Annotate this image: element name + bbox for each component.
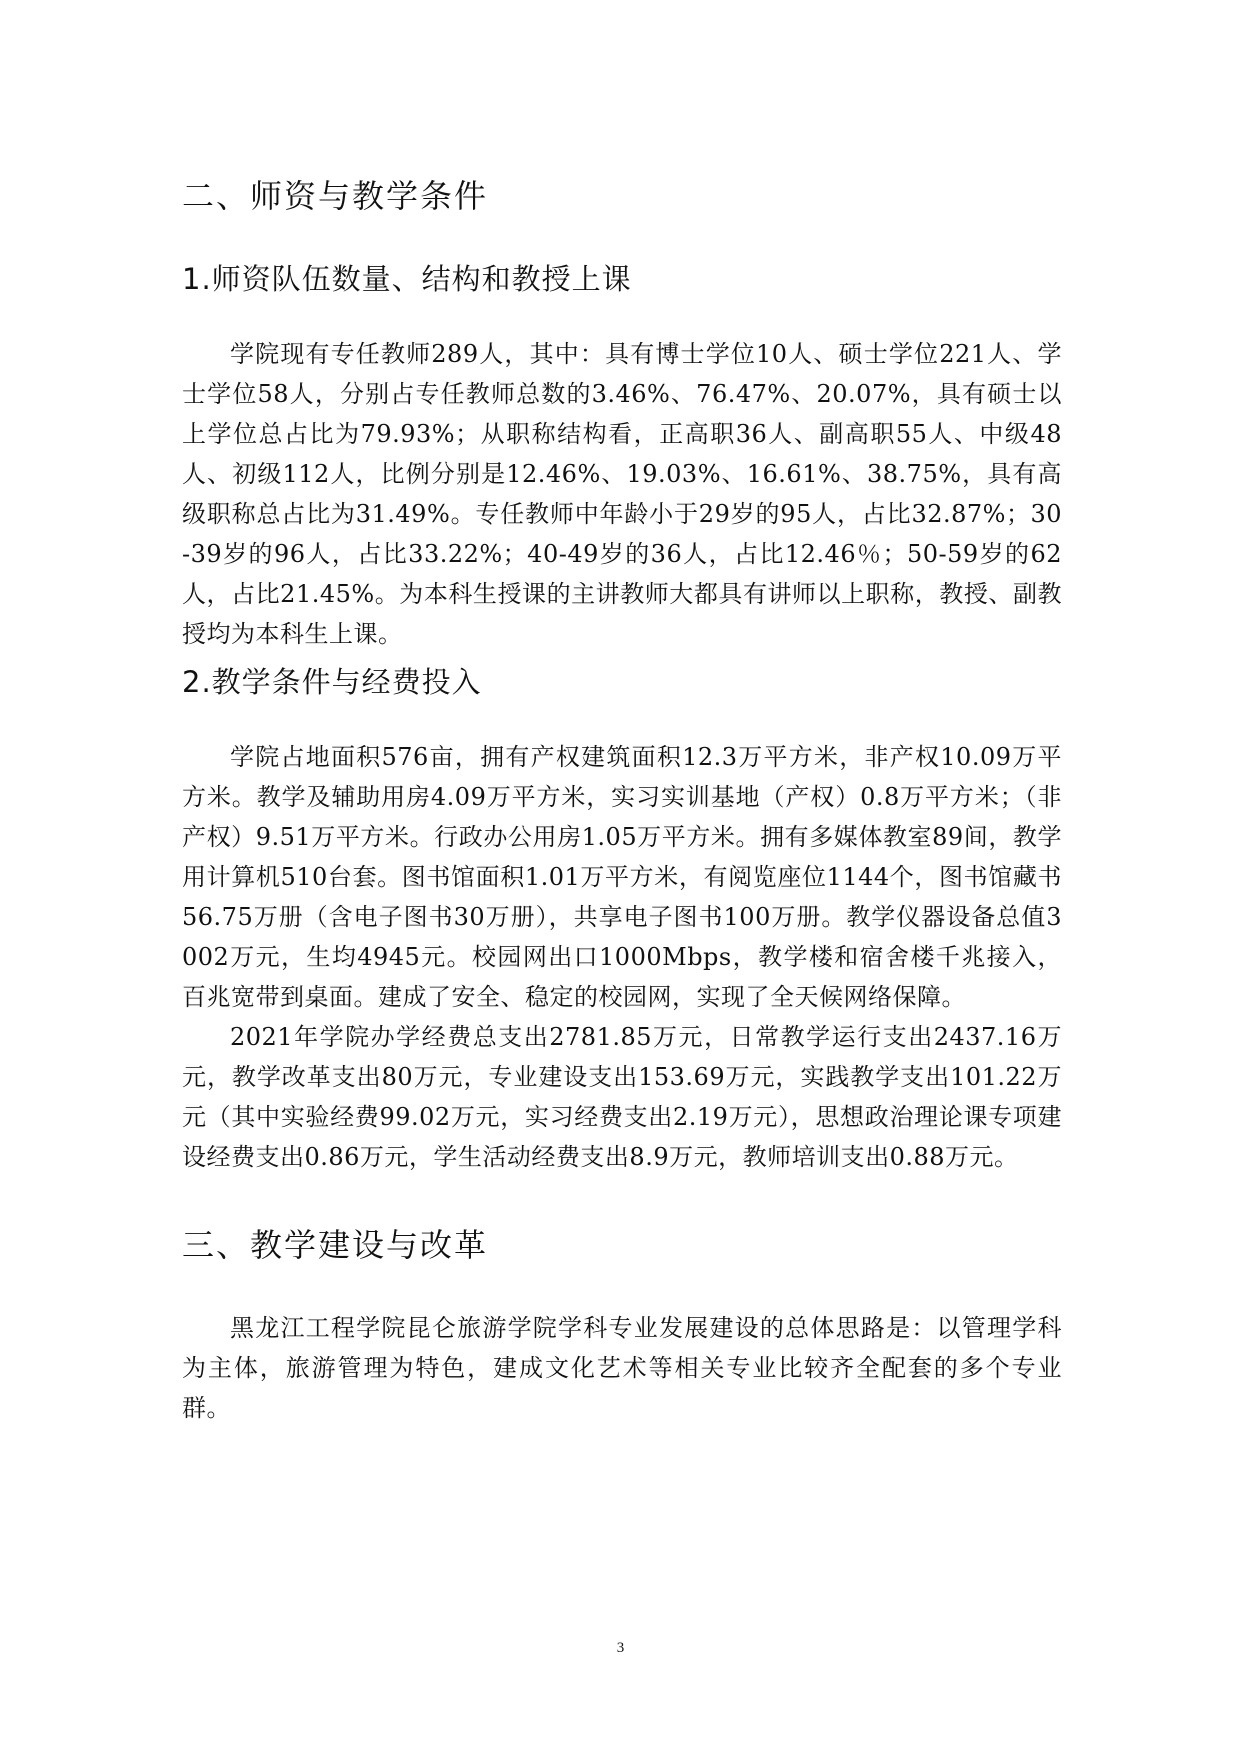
section-heading-faculty: 二、师资与教学条件 <box>182 177 489 215</box>
paragraph-funding: 2021年学院办学经费总支出2781.85万元，日常教学运行支出2437.16万元，教学改革支出80万元，专业建设支出153.69万元，实践教学支出101.22万元（其中实验经费99.02万元，实习经费支出2.19万元），思想政治理论课专项建设经费支出0.86万元，学生活动经费支出8.9万元，教师培训支出0.88万元。 <box>182 1023 1062 1171</box>
paragraph-faculty-team: 学院现有专任教师289人，其中：具有博士学位10人、硕士学位221人、学士学位58人，分别占专任教师总数的3.46%、76.47%、20.07%，具有硕士以上学位总占比为79.93%；从职称结构看，正高职36人、副高职55人、中级48人、初级112人，比例分别是12.46%、19.03%、16.61%、38.75%，具有高级职称总占比为31.49%。专任教师中年龄小于29岁的95人，占比32.87%；30-39岁的96人，占比33.22%；40-49岁的36人，占比12.46％；50-59岁的62人，占比21.45%。为本科生授课的主讲教师大都具有讲师以上职称，教授、副教授均为本科生上课。 <box>182 340 1062 648</box>
section-heading-teaching-reform: 三、教学建设与改革 <box>182 1226 489 1264</box>
paragraph-teaching-conditions: 学院占地面积576亩，拥有产权建筑面积12.3万平方米，非产权10.09万平方米。教学及辅助用房4.09万平方米，实习实训基地（产权）0.8万平方米；（非产权）9.51万平方米。行政办公用房1.05万平方米。拥有多媒体教室89间，教学用计算机510台套。图书馆面积1.01万平方米，有阅览座位1144个，图书馆藏书56.75万册（含电子图书30万册），共享电子图书100万册。教学仪器设备总值3002万元，生均4945元。校园网出口1000Mbps，教学楼和宿舍楼千兆接入，百兆宽带到桌面。建成了安全、稳定的校园网，实现了全天候网络保障。 <box>182 743 1062 1011</box>
subsection-heading-conditions-funding: 2.教学条件与经费投入 <box>182 665 482 699</box>
subsection-heading-faculty-team: 1.师资队伍数量、结构和教授上课 <box>182 262 632 296</box>
page-number: 3 <box>616 1640 625 1656</box>
paragraph-discipline-development: 黑龙江工程学院昆仑旅游学院学科专业发展建设的总体思路是：以管理学科为主体，旅游管理为特色，建成文化艺术等相关专业比较齐全配套的多个专业群。 <box>182 1314 1062 1422</box>
